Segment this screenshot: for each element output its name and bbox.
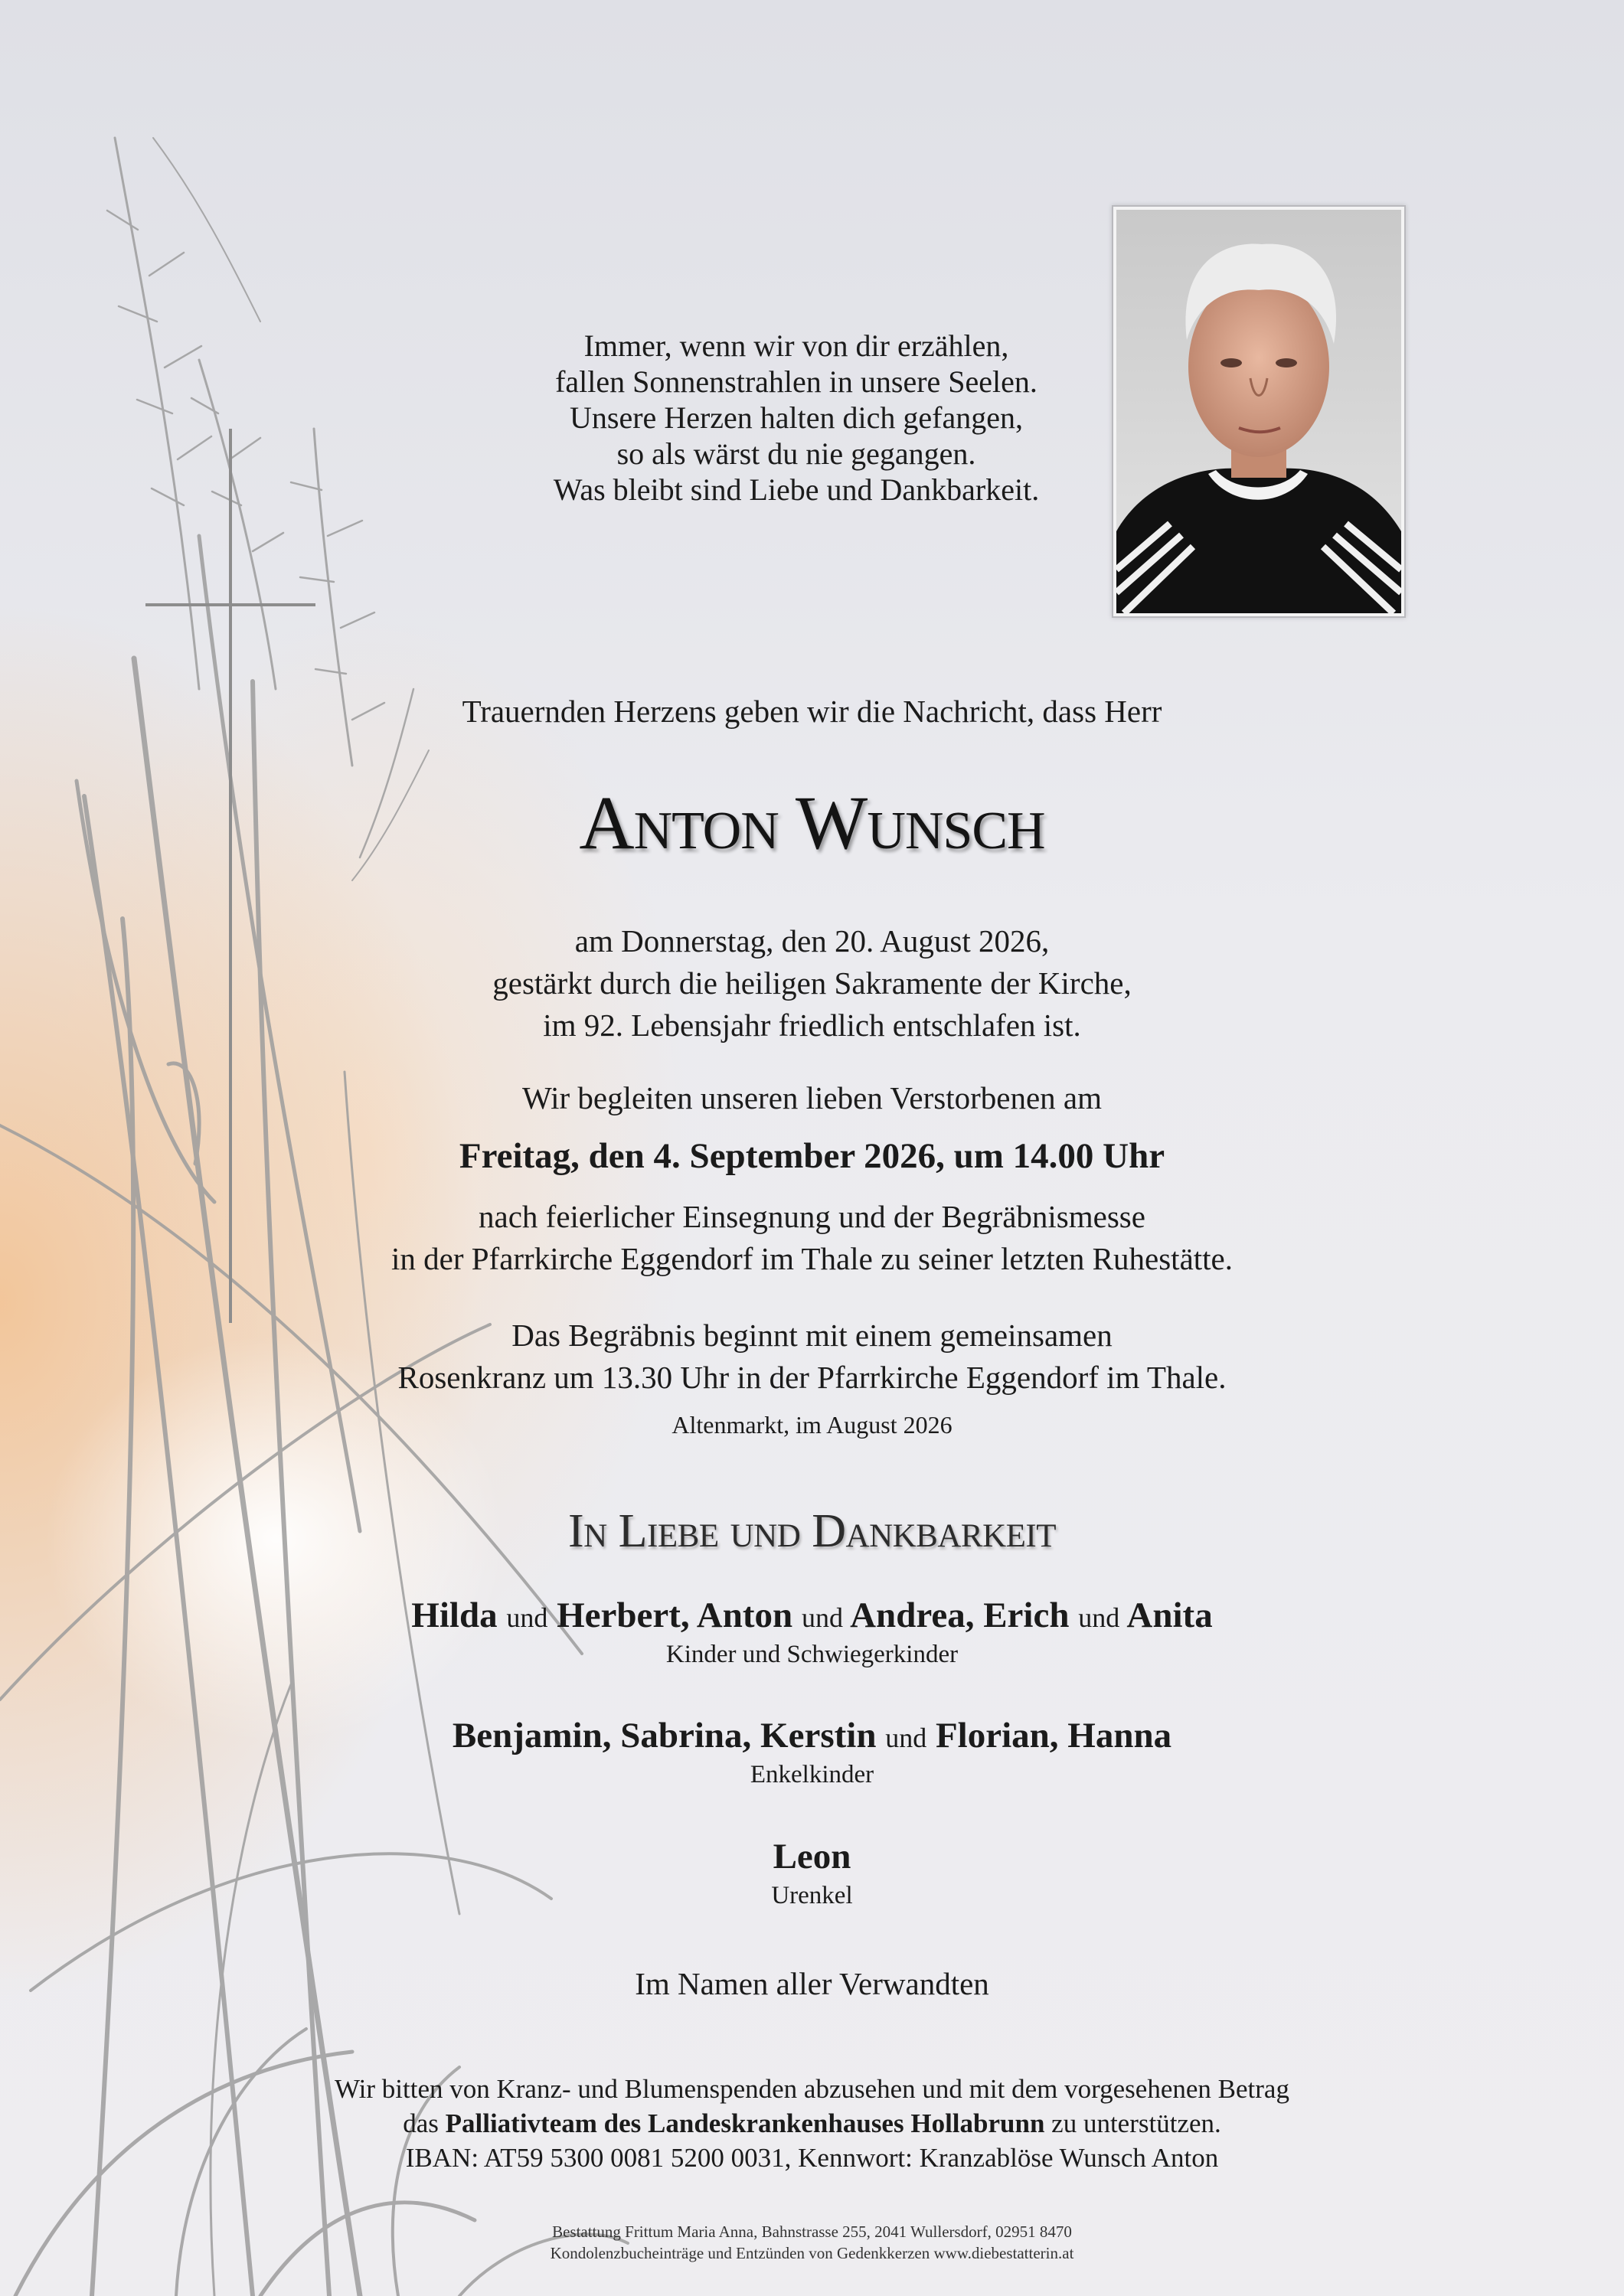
poem-line: so als wärst du nie gegangen. [616,436,976,471]
poem-line: Immer, wenn wir von dir erzählen, [583,328,1009,363]
death-line: im 92. Lebensjahr friedlich entschlafen ist. [543,1008,1081,1043]
mourner-name: Herbert, Anton [557,1595,793,1635]
place-and-date: Altenmarkt, im August 2026 [671,1411,953,1439]
conjunction: und [801,1602,843,1633]
mourner-name: Leon [773,1837,851,1876]
conjunction: und [885,1723,927,1753]
donation-beneficiary: Palliativteam des Landeskrankenhauses Hollabrunn [445,2108,1045,2138]
ceremony-details [0,1196,1624,1280]
death-line: am Donnerstag, den 20. August 2026, [574,923,1050,959]
relation-label: Urenkel [771,1882,853,1909]
poem-line: Unsere Herzen halten dich gefangen, [570,400,1023,435]
great-grandchildren-group [0,1836,1624,1910]
rosary-line: Rosenkranz um 13.30 Uhr in der Pfarrkirche Eggendorf im Thale. [397,1360,1227,1395]
children-group [0,1595,1624,1669]
grandchildren-group [0,1715,1624,1789]
rosary-line: Das Begräbnis beginnt mit einem gemeinsamen [511,1318,1113,1353]
accompany-text: Wir begleiten unseren lieben Verstorbenen am [522,1080,1102,1115]
conjunction: und [506,1602,548,1633]
mourner-name: Florian, Hanna [935,1716,1172,1755]
relatives-signoff: Im Namen aller Verwandten [635,1966,989,2001]
mourner-name: Benjamin, Sabrina, Kerstin [452,1716,877,1755]
donation-text: das [403,2108,446,2138]
ceremony-line: nach feierlicher Einsegnung und der Begräbnismesse [479,1199,1145,1234]
donation-line: Wir bitten von Kranz- und Blumenspenden abzusehen und mit dem vorgesehenen Betrag [335,2074,1289,2104]
rosary-details [0,1315,1624,1399]
dank-heading: In Liebe und Dankbarkeit [567,1505,1057,1557]
funeral-date-time: Freitag, den 4. September 2026, um 14.00 Uhr [459,1136,1165,1176]
grandchildren-names [0,1715,1624,1756]
poem [452,328,1141,508]
mourner-name: Hilda [411,1595,498,1635]
mourner-name: Andrea, Erich [850,1595,1070,1635]
portrait-photo [1112,205,1406,618]
death-line: gestärkt durch die heiligen Sakramente der Kirche, [492,965,1132,1001]
conjunction: und [1078,1602,1120,1633]
funeral-home-footer [0,2221,1624,2264]
iban-line: IBAN: AT59 5300 0081 5200 0031, Kennwort: Kranzablöse Wunsch Anton [405,2143,1219,2173]
mourner-name: Anita [1126,1595,1213,1635]
donation-line [0,2106,1624,2141]
donation-request [0,2072,1624,2175]
footer-line: Bestattung Frittum Maria Anna, Bahnstrasse 255, 2041 Wullersdorf, 02951 8470 [552,2223,1072,2241]
announcement-intro: Trauernden Herzens geben wir die Nachricht, dass Herr [462,694,1162,729]
portrait-image [1116,210,1401,613]
ceremony-line: in der Pfarrkirche Eggendorf im Thale zu seiner letzten Ruhestätte. [391,1241,1233,1276]
relation-label: Enkelkinder [750,1761,874,1788]
children-names [0,1595,1624,1636]
donation-text: zu unterstützen. [1044,2108,1221,2138]
death-details [0,920,1624,1047]
deceased-name: Anton Wunsch [579,780,1045,865]
footer-line: Kondolenzbucheinträge und Entzünden von Gedenkkerzen www.diebestatterin.at [550,2244,1074,2262]
relation-label: Kinder und Schwiegerkinder [665,1641,959,1668]
poem-line: fallen Sonnenstrahlen in unsere Seelen. [555,364,1037,399]
poem-line: Was bleibt sind Liebe und Dankbarkeit. [553,472,1040,507]
